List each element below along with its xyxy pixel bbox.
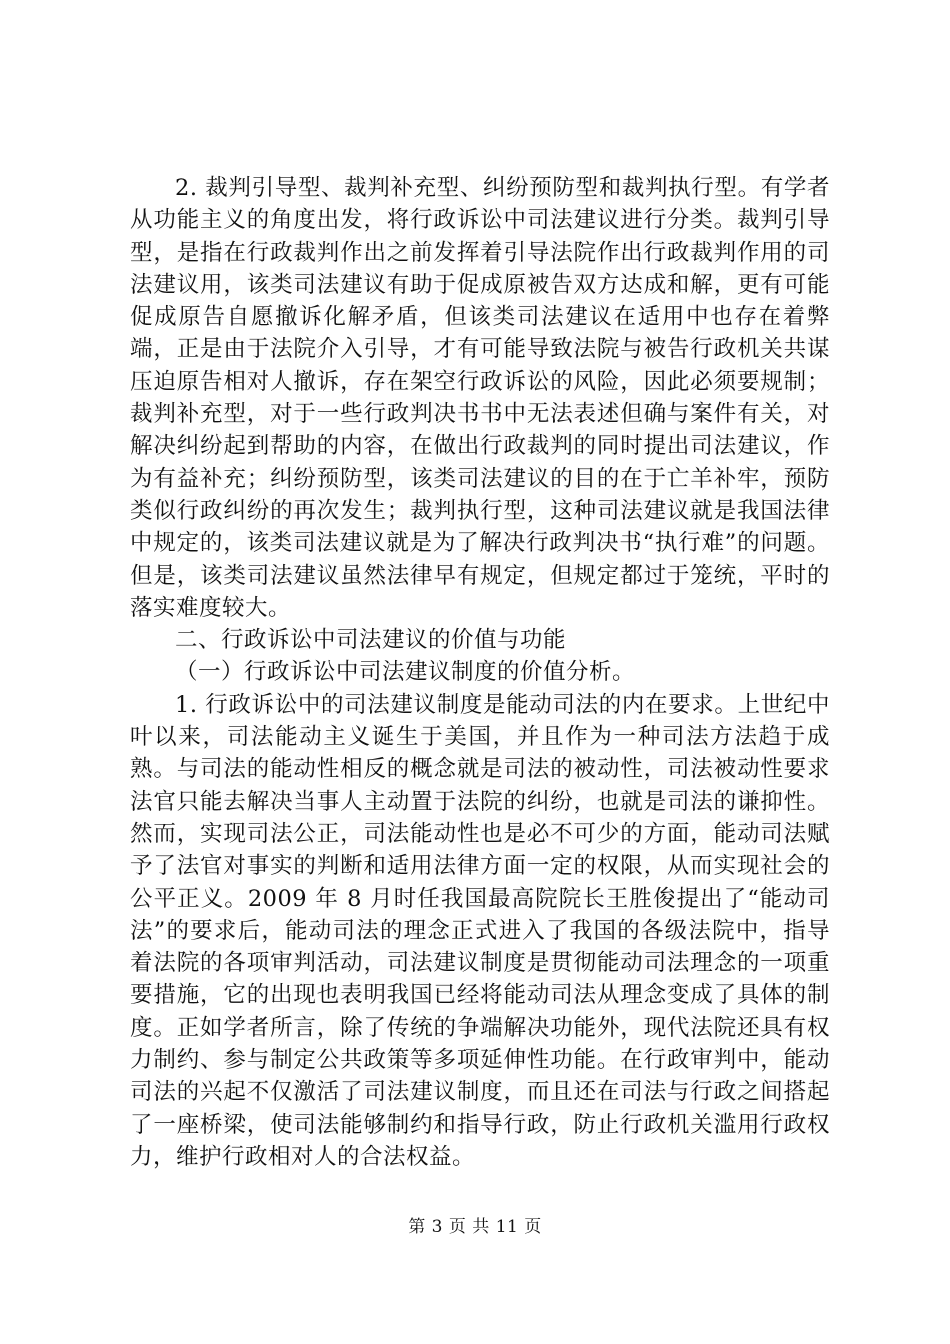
subsection-heading: （一）行政诉讼中司法建议制度的价值分析。 <box>175 659 636 686</box>
document-body <box>130 172 830 1173</box>
section-heading: 二、行政诉讼中司法建议的价值与功能 <box>175 627 567 654</box>
paragraph-classification: 2. 裁判引导型、裁判补充型、纠纷预防型和裁判执行型。有学者从功能主义的角度出发，将行政诉讼中司法建议进行分类。裁判引导型，是指在行政裁判作出之前发挥着引导法院作出行政裁判作用的司法建议用，该类司法建议有助于促成原被告双方达成和解，更有可能促成原告自愿撤诉化解矛盾，但该类司法建议在适用中也存在着弊端，正是由于法院介入引导，才有可能导致法院与被告行政机关共谋压迫原告相对人撤诉，存在架空行政诉讼的风险，因此必须要规制；裁判补充型，对于一些行政判决书书中无法表述但确与案件有关，对解决纠纷起到帮助的内容，在做出行政裁判的同时提出司法建议，作为有益补充；纠纷预防型，该类司法建议的目的在于亡羊补牢，预防类似行政纠纷的再次发生；裁判执行型，这种司法建议就是我国法律中规定的，该类司法建议就是为了解决行政判决书“执行难”的问题。但是，该类司法建议虽然法律早有规定，但规定都过于笼统，平时的落实难度较大。 <box>130 175 830 621</box>
paragraph-active-justice: 1. 行政诉讼中的司法建议制度是能动司法的内在要求。上世纪中叶以来，司法能动主义诞生于美国，并且作为一种司法方法趋于成熟。与司法的能动性相反的概念就是司法的被动性，司法被动性要求法官只能去解决当事人主动置于法院的纠纷，也就是司法的谦抑性。然而，实现司法公正，司法能动性也是必不可少的方面，能动司法赋予了法官对事实的判断和适用法律方面一定的权限，从而实现社会的公平正义。2009 年 8 月时任我国最高院院长王胜俊提出了“能动司法”的要求后，能动司法的理念正式进入了我国的各级法院中，指导着法院的各项审判活动，司法建议制度是贯彻能动司法理念的一项重要措施，它的出现也表明我国已经将能动司法从理念变成了具体的制度。正如学者所言，除了传统的争端解决功能外，现代法院还具有权力制约、参与制定公共政策等多项延伸性功能。在行政审判中，能动司法的兴起不仅激活了司法建议制度，而且还在司法与行政之间搭起了一座桥梁，使司法能够制约和指导行政，防止行政机关滥用行政权力，维护行政相对人的合法权益。 <box>130 691 830 1170</box>
page-footer: 第 3 页 共 11 页 <box>408 1217 542 1237</box>
